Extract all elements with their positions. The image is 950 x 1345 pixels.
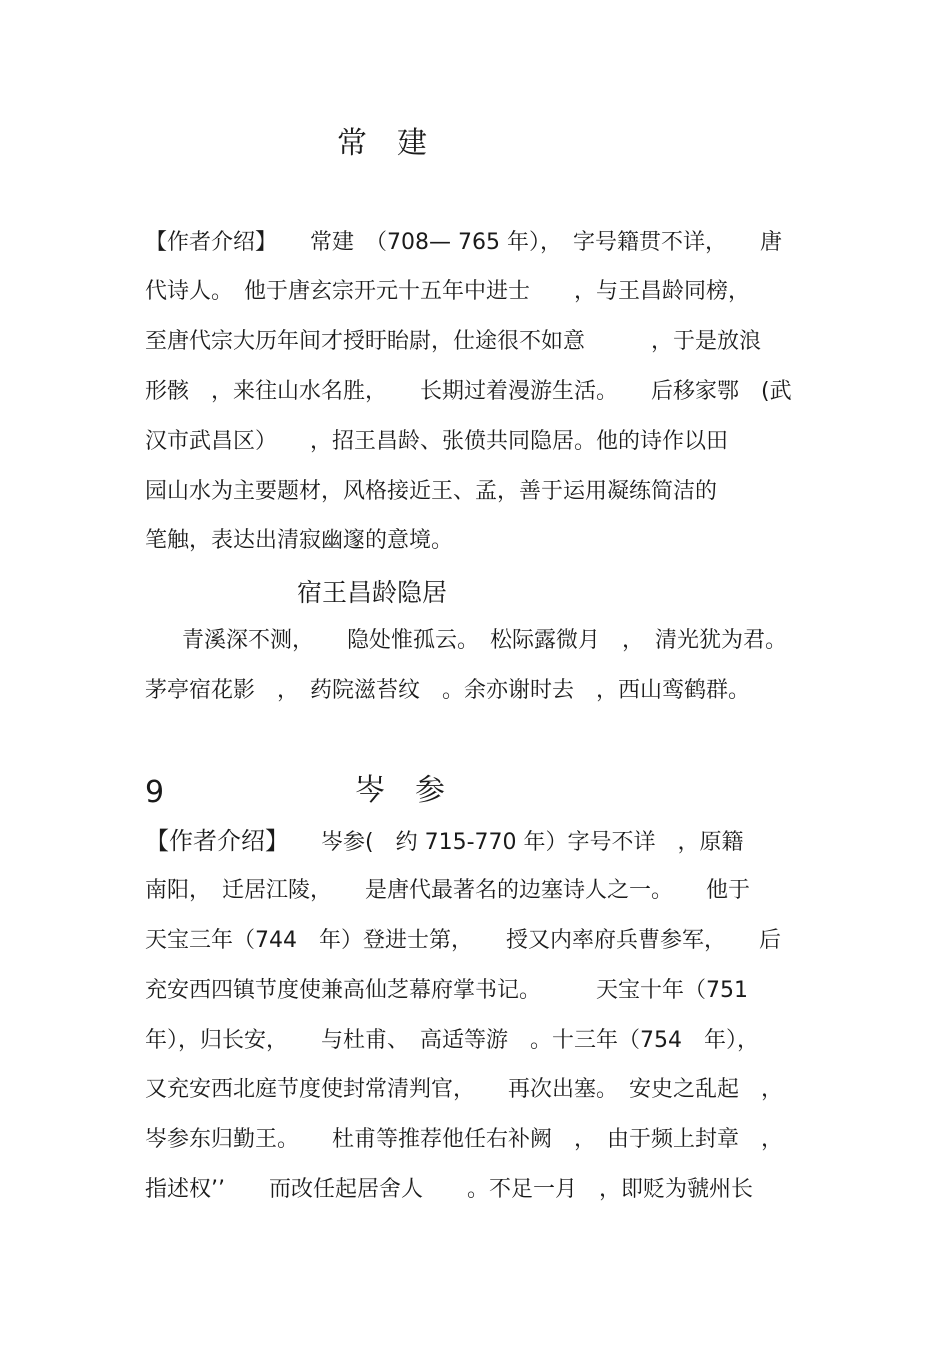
section1-intro-line-4: 形骸 ，来往山水名胜， 长期过着漫游生活。 后移家鄂 (武: [145, 379, 792, 404]
section2-intro-line-6: 又充安西北庭节度使封常清判官， 再次出塞。 安史之乱起 ，: [145, 1077, 784, 1102]
section1-intro-line-1: 【作者介绍】 常建 （708— 765 年）， 字号籍贯不详， 唐: [145, 230, 782, 255]
section2-number: 9: [145, 775, 165, 810]
section2-intro-line-4: 充安西四镇节度使兼高仙芝幕府掌书记。 天宝十年（751: [145, 978, 748, 1003]
section2-intro-line-7: 岑参东归勤王。 杜甫等推荐他任右补阙 ， 由于频上封章 ，: [145, 1127, 784, 1152]
intro-text: 岑参( 约 715-770 年）字号不详 ，原籍: [277, 830, 744, 855]
poem-line-2: 茅亭宿花影 ， 药院滋苔纹 。余亦谢时去 ，西山鸾鹤群。: [145, 678, 751, 703]
section1-intro-line-3: 至唐代宗大历年间才授盱眙尉，仕途很不如意 ，于是放浪: [145, 329, 762, 354]
section1-intro-line-5: 汉市武昌区） ，招王昌龄、张偾共同隐居。他的诗作以田: [145, 429, 729, 454]
section2-title: 岑 参: [355, 773, 445, 808]
poem-line-1: 青溪深不测， 隐处惟孤云。 松际露微月 ， 清光犹为君。: [160, 628, 788, 653]
section2-intro-line-3: 天宝三年（744 年）登进士第， 授又内率府兵曹参军， 后: [145, 928, 781, 953]
section1-intro-line-2: 代诗人。 他于唐玄宗开元十五年中进士 ，与王昌龄同榜，: [145, 279, 751, 304]
section1-title: 常 建: [337, 126, 427, 161]
section1-intro-line-7: 笔触，表达出清寂幽邃的意境。: [145, 528, 454, 553]
section2-intro-line-2: 南阳， 迁居江陵， 是唐代最著名的边塞诗人之一。 他于: [145, 878, 751, 903]
section2-intro-line-8: 指述权’’ 而改任起居舍人 。不足一月 ，即贬为虢州长: [145, 1177, 753, 1202]
section1-intro-line-6: 园山水为主要题材，风格接近王、孟，善于运用凝练简洁的: [145, 479, 718, 504]
poem-title: 宿王昌龄隐居: [297, 578, 448, 607]
intro-label: 【作者介绍】: [145, 827, 277, 855]
section2-intro-line-5: 年），归长安， 与杜甫、 高适等游 。十三年（754 年），: [145, 1028, 759, 1053]
section2-intro-line-1: [145, 826, 744, 858]
